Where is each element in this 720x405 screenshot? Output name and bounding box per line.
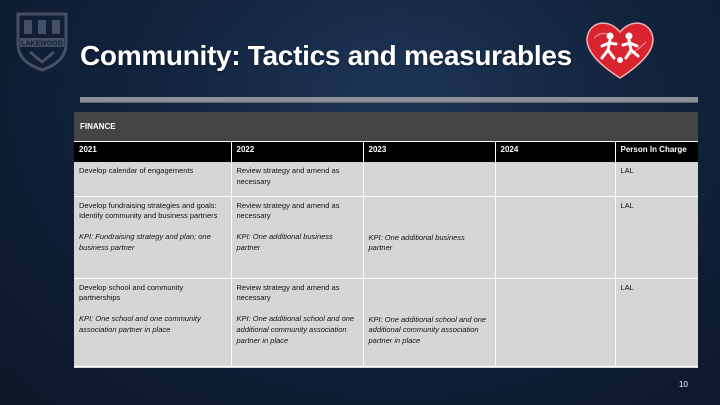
- cell-text: Review strategy and amend as necessary: [236, 282, 340, 303]
- cell-person: LAL: [615, 162, 698, 196]
- cell-kpi: KPI: One additional business partner: [236, 232, 333, 253]
- club-crest-logo: [14, 10, 70, 72]
- column-header-2022: 2022: [231, 142, 363, 162]
- cell-text: Develop calendar of engagements: [79, 166, 194, 175]
- cell-2022: [231, 196, 363, 278]
- cell-text: Review strategy and amend as necessary: [236, 200, 340, 221]
- column-header-2023: 2023: [363, 142, 495, 162]
- cell-2024: [495, 196, 615, 278]
- cell-2023: [363, 196, 495, 278]
- cell-2024: [495, 162, 615, 196]
- cell-text: Develop school and community partnerships: [79, 282, 184, 303]
- section-header-finance: FINANCE: [74, 112, 698, 142]
- cell-text: Review strategy and amend as necessary: [236, 166, 340, 186]
- column-header-row: [74, 142, 698, 162]
- table-row: [74, 196, 698, 278]
- cell-2021: [74, 196, 231, 278]
- column-header-2024: 2024: [495, 142, 615, 162]
- cell-2022: [231, 278, 363, 366]
- cell-kpi: KPI: One additional business partner: [368, 232, 465, 253]
- slide-title: Community: Tactics and measurables: [80, 40, 572, 71]
- finance-table: [74, 112, 698, 368]
- table-row: [74, 162, 698, 196]
- heart-players-icon: [582, 16, 658, 82]
- cell-kpi: KPI: One additional school and one additional community association partner in place: [236, 314, 355, 345]
- page-number: 10: [679, 380, 688, 389]
- cell-2023: [363, 162, 495, 196]
- cell-kpi: KPI: Fundraising strategy and plan; one business partner: [79, 232, 211, 253]
- cell-person: LAL: [615, 196, 698, 278]
- column-header-person-in-charge: Person In Charge: [615, 142, 698, 162]
- cell-person: LAL: [615, 278, 698, 366]
- cell-kpi: KPI: One school and one community association partner in place: [79, 314, 201, 335]
- cell-kpi: KPI: One additional school and one additional community association partner in place: [368, 314, 487, 346]
- column-header-2021: 2021: [74, 142, 231, 162]
- cell-text: Develop fundraising strategies and goals: Identify community and business partners: [79, 200, 218, 221]
- table-row: [74, 278, 698, 366]
- cell-2024: [495, 278, 615, 366]
- title-divider: [80, 97, 698, 103]
- cell-2021: [74, 162, 231, 196]
- cell-2023: [363, 278, 495, 366]
- cell-2022: [231, 162, 363, 196]
- crest-text: LAKEWOOD: [21, 40, 63, 48]
- cell-2021: [74, 278, 231, 366]
